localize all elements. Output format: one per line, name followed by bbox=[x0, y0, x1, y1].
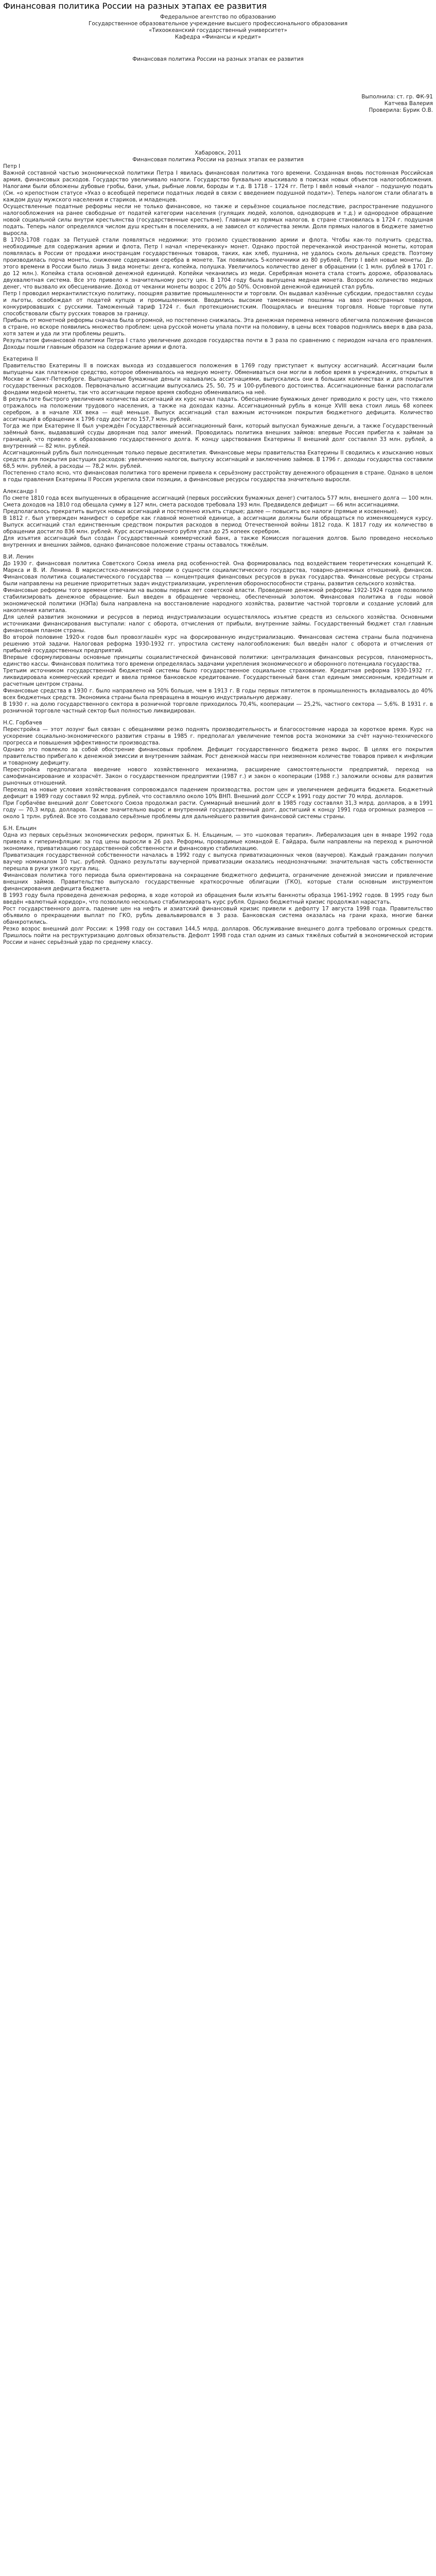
paragraph: Рост государственного долга, падение цен на нефть и азиатский финансовый кризис привели к дефолту 17 августа 1998 года. Правительство объявило о прекращении выплат по ГКО, рубль девальвировался в 3 раза. Банковская система оказалась на грани краха, многие банки обанкротились. bbox=[3, 906, 433, 925]
paragraph: Предполагалось прекратить выпуск новых ассигнаций и постепенно изъять старые; далее — повысить все налоги (прямые и косвенные). bbox=[3, 509, 398, 515]
section-yeltsin bbox=[3, 825, 433, 946]
section-heading: Петр I bbox=[3, 163, 21, 170]
topic-repeat: Финансовая политика России на разных этапах ее развития bbox=[132, 157, 304, 163]
section-peter bbox=[3, 163, 433, 351]
paragraph: Резко возрос внешний долг России: к 1998 году он составил 144,5 млрд. долларов. Обслуживание внешнего долга требовало огромных средств. Пришлось пойти на реструктуризацию долговых обязательств. Дефолт 1998 года стал одним из самых тяжёлых событий в экономической истории России и нанес серьёзный удар по среднему классу. bbox=[3, 926, 433, 945]
paragraph: Приватизация государственной собственности началась в 1992 году с выпуска приватизационных чеков (ваучеров). Каждый гражданин получил ваучер номиналом 10 тыс. рублей. Однако результаты ваучерной приватизации оказались неоднозначными: значительная часть собственности перешла в руки узкого круга лиц. bbox=[3, 852, 433, 872]
header-department: Кафедра «Финансы и кредит» bbox=[175, 34, 261, 40]
paragraph: Тогда же при Екатерине II был учреждён Государственный ассигнационный банк, который выпускал бумажные деньги, а также Государственный заёмный банк, выдававший ссуды дворянам под залог имений. Проводилась политика внешних займов: впервые Россия прибегла к займам за границей, что привело к образованию государственного долга. К концу царствования Екатерины II внешний долг составлял 33 млн. рублей, а внутренний — 82 млн. рублей. bbox=[3, 423, 433, 449]
paragraph: Однако это повлекло за собой обострение финансовых проблем. Дефицит государственного бюджета резко вырос. В целях его покрытия правительство прибегало к денежной эмиссии и внутренним займам. Рост денежной массы при неизменном количестве товаров привел к инфляции и товарному дефициту. bbox=[3, 747, 433, 766]
section-heading: В.И. Ленин bbox=[3, 554, 34, 560]
paragraph: Постепенно стало ясно, что финансовая политика того времени привела к серьёзному расстройству денежного обращения в стране. Однако в целом в годы правления Екатерины II Россия укрепила свои позиции, а финансовые ресурсы государства значительно выросли. bbox=[3, 470, 433, 483]
paragraph: В 1812 г. был утвержден манифест о серебре как главной монетной единице, а ассигнации должны были обращаться по изменяющемуся курсу. Выпуск ассигнаций стал единственным средством покрытия расходов в период Отечественной войны 1812 года. К 1817 году их количество в обращении достигло 836 млн. рублей. Курс ассигнационного рубля упал до 25 копеек серебром. bbox=[3, 515, 433, 535]
paragraph: Во второй половине 1920-х годов был провозглашён курс на форсированную индустриализацию. Финансовая система страны была подчинена решению этой задачи. Налоговая реформа 1930-1932 гг. упростила систему налогообложения: был введён налог с оборота и отчисления от прибылей государственных предприятий. bbox=[3, 634, 433, 654]
paragraph: Петр I проводил меркантилистскую политику, поощряя развитие промышленности и торговли. Он выдавал казённые субсидии, предоставлял ссуды и льготы, освобождал от податей купцов и промышленников. Вводились высокие таможенные пошлины на ввоз иностранных товаров, конкурировавших с русскими. Таможенный тариф 1724 г. был протекционистским. Поощрялась и внешняя торговля. Новые торговые пути способствовали сбыту русских товаров за границу. bbox=[3, 291, 433, 317]
header-agency: Федеральное агентство по образованию bbox=[160, 14, 276, 20]
paragraph: Ассигнационный рубль был полноценным только первые десятилетия. Финансовые меры правительства Екатерины II сводились к изысканию новых средств для покрытия растущих расходов: увеличению налогов, выпуску ассигнаций и заключению займов. В 1796 г. доходы государства составили 68,5 млн. рублей, а расходы — 78,2 млн. рублей. bbox=[3, 450, 433, 469]
paragraph: Важной составной частью экономической политики Петра I явилась финансовая политика того времени. Созданная вновь постоянная Российская армия, финансовых расходов. Государство увеличивало налоги. Государство буквально изыскивало в поисках новых объектов налогообложения. Налогами были обложены дубовые гробы, бани, ульи, рыбные ловли, бороды и т.д. В 1718 – 1724 гг. Петр I ввёл новый «налог – подушную подать (См. «о крепостном статусе «Указ о всеобщей переписи податных людей в связи с введением подушной подати»). Теперь налогом стали облагать в каждом душу мужского населения и стариков, и младенцев. bbox=[3, 170, 433, 203]
paragraph: Прибыль от монетной реформы сначала была огромной, но постепенно снижалась. Эта денежная перемена немного облегчила положение финансов в стране, но вскоре появились множество проблем: цена русской монеты упала почти на половину, в цены всех товаров поднялись вверх в два раза, хотя затем и уда ли эти проблемы решить. bbox=[3, 317, 433, 337]
paragraph: Финансовые реформы того времени отвечали на вызовы первых лет советской власти. Проведение денежной реформы 1922-1924 годов позволило стабилизировать денежное обращение. Был введен в обращение червонец, обеспеченный золотом. Финансовая политика в годы новой экономической политики (НЭПа) была направлена на восстановление народного хозяйства, развитие частной торговли и создание условий для накопления капитала. bbox=[3, 587, 433, 614]
section-gorbachev bbox=[3, 720, 433, 820]
paragraph: Переход на новые условия хозяйствования сопровождался падением производства, ростом цен и увеличением дефицита бюджета. Бюджетный дефицит в 1989 году составил 92 млрд. рублей, что составляло около 10% ВНП. Внешний долг СССР к 1991 году достиг 70 млрд. долларов. bbox=[3, 787, 433, 800]
paragraph: Одна из первых серьёзных экономических реформ, принятых Б. Н. Ельциным, — это «шоковая терапия». Либерализация цен в январе 1992 года привела к гиперинфляции: за год цены выросли в 26 раз. Реформы, проводимые командой Е. Гайдара, были направлены на переход к рыночной экономике, приватизацию государственной собственности и финансовую стабилизацию. bbox=[3, 832, 433, 852]
paragraph: Результатом финансовой политики Петра I стало увеличение доходов государства почти в 3 раза по сравнению с периодом начала его правления. Доходы пошли главным образом на содержание армии и флота. bbox=[3, 337, 433, 350]
section-alexander bbox=[3, 488, 433, 549]
section-catherine bbox=[3, 356, 433, 483]
section-lenin bbox=[3, 554, 433, 715]
section-heading: Н.С. Горбачев bbox=[3, 720, 42, 726]
paragraph: Впервые сформулированы основные принципы социалистической финансовой политики: централизация финансовых ресурсов, планомерность, единство кассы. Финансовая политика того времени определялась задачами укрепления экономического и оборонного потенциала государства. bbox=[3, 654, 433, 667]
paragraph: В 1703-1708 годах за Петушей стали появляться недоимки: это грозило существованию армии и флота. Чтобы как-то получить средства, необходимые для содержания армии и флота, Петр I начал «перечеканку» монет. Однако простой перечеканкой иностранной монеты, которая появлялась в России от продажи иностранцам государственных товаров, таких, как хлеб, пушнина, не удалось сколь дельных средств. Поэтому производилась порча монеты, снижение содержания серебра в монете. Так появились 5-копеечники из 80 рублей, Петр I ввёл новые монеты. До этого времени в России было лишь 3 вида монеты: денга, копейка, полушка. Увеличилось количество денег в обращении (с 1 млн. рублей в 1701 г. до 12 млн.). Копейка стала основной денежной единицей. Копейки чеканились из меди. Серебряная монета стала стоить дороже, образовалась двухвалютная система. Все это привело к значительному росту цен. В 1704 году была выпущена медная монета. Возросло количество медных денег, что вызвало их обесценивание. Доход от чеканки монеты возрос с 20% до 50%. Основной денежной единицей стал рубль. bbox=[3, 237, 433, 290]
paragraph: Перестройка предполагала введение нового хозяйственного механизма, расширение самостоятельности предприятий, переход на самофинансирование и хозрасчёт. Закон о государственном предприятии (1987 г.) и закон о кооперации (1988 г.) заложили основы для развития рыночных отношений. bbox=[3, 767, 433, 786]
document-title: Финансовая политика России на разных этапах ее развития bbox=[3, 1, 267, 11]
paragraph: При Горбачёве внешний долг Советского Союза продолжал расти. Суммарный внешний долг в 1985 году составлял 31,3 млрд. долларов, а в 1991 году — 70,3 млрд. долларов. Также значительно вырос и внутренний государственный долг, достигший к концу 1991 года огромных размеров — около 1 трлн. рублей. Все это создавало серьёзные проблемы для дальнейшего развития финансовой системы страны. bbox=[3, 800, 433, 820]
paragraph: Для целей развития экономики и ресурсов в период индустриализации осуществлялось изъятие средств из сельского хозяйства. Основными источниками финансирования выступали: налог с оборота, отчисления от прибыли, внутренние займы. Государственный бюджет стал главным финансовым планом страны. bbox=[3, 614, 433, 634]
author-checker: Проверила: Бурик О.В. bbox=[369, 107, 433, 113]
paragraph: В 1930 г. на долю государственного сектора в розничной торговле приходилось 70,4%, кооперации — 25,2%, частного сектора — 5,6%. В 1931 г. в розничной торговле частный сектор был полностью ликвидирован. bbox=[3, 701, 433, 714]
topic: Финансовая политика России на разных этапах ее развития bbox=[132, 56, 304, 62]
author-name: Катчева Валерия bbox=[384, 100, 433, 107]
paragraph: В 1993 году была проведена денежная реформа, в ходе которой из обращения были изъяты банкноты образца 1961-1992 годов. В 1995 году был введён «валютный коридор», что позволило несколько стабилизировать курс рубля. Однако бюджетный кризис продолжал нарастать. bbox=[3, 892, 433, 905]
section-heading: Б.Н. Ельцин bbox=[3, 825, 37, 832]
paragraph: До 1930 г. финансовая политика Советского Союза имела ряд особенностей. Она формировалась под воздействием теоретических концепций К. Маркса и В. И. Ленина. В марксистско-ленинской теории о сущности социалистического государства, товарно-денежных отношений, финансов. Финансовая политика социалистического государства — концентрация финансовых ресурсов в руках государства. Финансовые ресурсы страны были направлены на решение приоритетных задач индустриализации, укрепления обороноспособности страны, развития сельского хозяйства. bbox=[3, 561, 433, 587]
paragraph: Правительство Екатерины II в поисках выхода из создавшегося положения в 1769 году приступает к выпуску ассигнаций. Ассигнации были выпущены как платежное средство, которое обменивалось на медную монету. Обмениваться они могли в любое время в учреждениях, открытых в Москве и Санкт-Петербурге. Выпущенные бумажные деньги назывались ассигнациями, выпускались они в больших количествах и для покрытия государственных расходов. Первоначально ассигнации выпускались 25, 50, 75 и 100-рублевого достоинства. Ассигнационные банки располагали фондами медной монеты, так что ассигнации первое время свободно обменивались на неё. bbox=[3, 363, 433, 396]
paragraph: Осуществленные податные реформы несли не только финансовое, но также и серьёзное социальное последствие, распространение подушного налогообложения на ранее свободные от податей категории населения (гулящих людей, холопов, однодворцев и т.д.) и однородное обращение новой социальной силы внутри крестьянства (государственные крестьяне). Главным из прямых налогов, в стране становилась в 1724 г. подушная подать. Теперь налог определялся числом душ крестьян в поселениях, а не зависел от количества земли. Доля прямых налогов в бюджете заметно выросла. bbox=[3, 204, 433, 236]
header-institution: Государственное образовательное учреждение высшего профессионального образования bbox=[89, 21, 347, 27]
paragraph: Финансовая политика того периода была ориентирована на сокращение бюджетного дефицита, ограничение денежной эмиссии и привлечение внешних займов. Правительство выпускало государственные краткосрочные облигации (ГКО), которые стали основным инструментом финансирования дефицита бюджета. bbox=[3, 872, 433, 892]
header-university: «Тихоокеанский государственный университет» bbox=[148, 27, 288, 33]
paragraph: В результате быстрого увеличения количества ассигнаций их курс начал падать. Обесценение бумажных денег приводило к росту цен, что тяжело отражалось на положении трудового населения, а также на доходах казны. Ассигнационный рубль в конце XVIII века стоил лишь 68 копеек серебром, а в начале XIX века — ещё меньше. Выпуск ассигнаций стал важным источником покрытия бюджетного дефицита. Количество ассигнаций в обращении к 1796 году достигло 157,7 млн. рублей. bbox=[3, 396, 433, 422]
section-heading: Екатерина II bbox=[3, 356, 38, 362]
section-heading: Александр I bbox=[3, 488, 37, 495]
author-group: Выполнила: ст. гр. ФК-91 bbox=[361, 94, 433, 100]
paragraph: Финансовые средства в 1930 г. было направлено на 50% больше, чем в 1913 г. В годы первых пятилеток в промышленность вкладывалось до 40% всех бюджетных средств. Экономика страны была превращена в мощную индустриальную державу. bbox=[3, 688, 433, 701]
paragraph: Перестройка — этот лозунг был связан с обещаниями резко поднять производительность и благосостояние народа за короткое время. Курс на ускорение социально-экономического развития страны в 1985 г. предполагал увеличение темпов роста экономики за счёт научно-технического прогресса и повышения эффективности производства. bbox=[3, 726, 433, 746]
paragraph: Третьим источником государственной бюджетной системы было государственное социальное страхование. Кредитная реформа 1930-1932 гг. ликвидировала коммерческий кредит и ввела прямое банковское кредитование. Государственный банк стал единым эмиссионным, кредитным и расчетным центром страны. bbox=[3, 668, 433, 687]
paragraph: Для изъятия ассигнаций был создан Государственный коммерческий банк, а также Комиссия погашения долгов. Было проведено несколько внутренних и внешних займов, однако финансовое положение страны оставалось тяжёлым. bbox=[3, 535, 433, 548]
city-year: Хабаровск, 2011 bbox=[195, 150, 241, 156]
paragraph: По смете 1810 года всех выпущенных в обращение ассигнаций (первых российских бумажных денег) считалось 577 млн, внешнего долга — 100 млн. Смета доходов на 1810 год обещала сумму в 127 млн, смета расходов требовала 193 млн. Предвиделся дефицит — 66 млн ассигнациями. bbox=[3, 495, 433, 508]
